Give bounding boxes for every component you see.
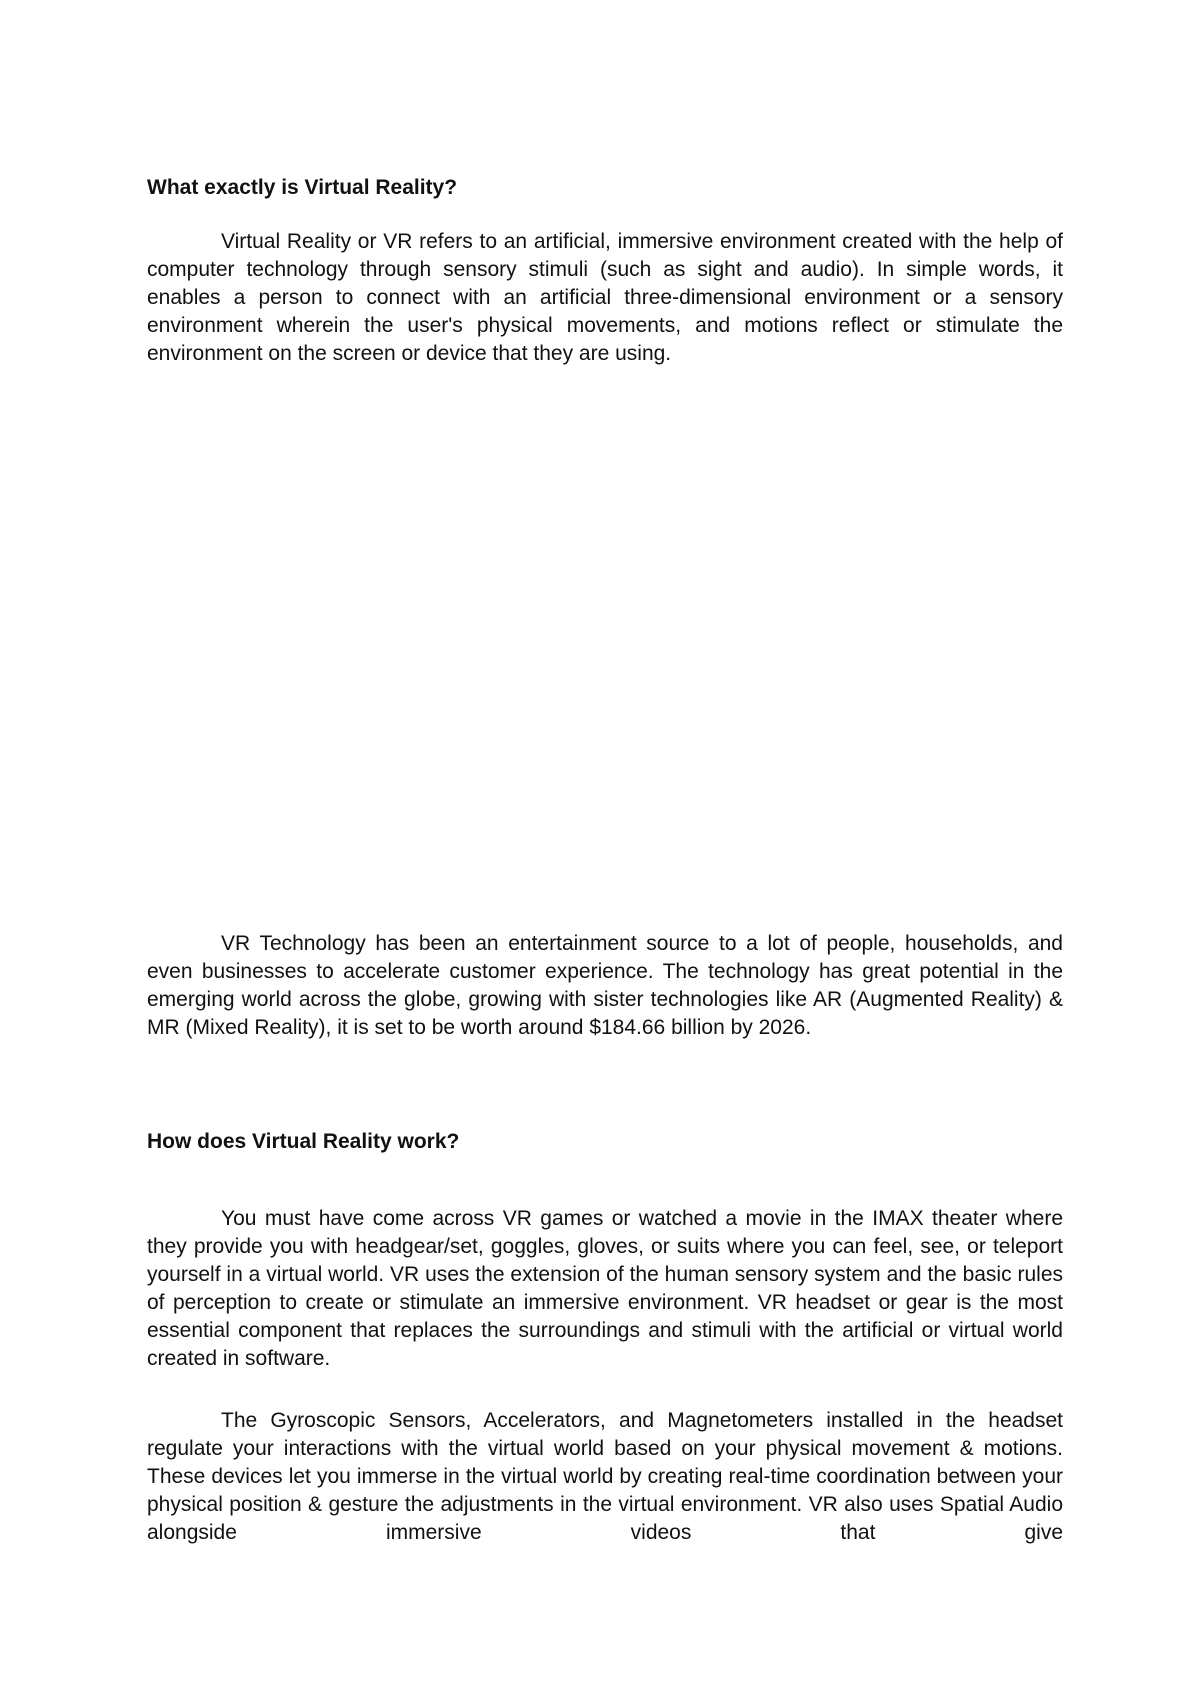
paragraph-vr-definition: Virtual Reality or VR refers to an artificial, immersive environment created with the help of computer technology through sensory stimuli (such as sight and audio). In simple words, it enables a person to connect with an artificial three-dimensional environment or a sensory environment wherein the user's physical movements, and motions reflect or stimulate the environment on the screen or device that they are using.: [147, 230, 1063, 365]
paragraph-vr-sensors: The Gyroscopic Sensors, Accelerators, and Magnetometers installed in the headset regulate your interactions with the virtual world based on your physical movement & motions. These devices let you immerse in the virtual world by creating real-time coordination between your physical position & gesture the adjustments in the virtual environment. VR also uses Spatial Audio alongside immersive videos that give: [147, 1409, 1063, 1544]
paragraph-vr-technology: VR Technology has been an entertainment source to a lot of people, households, and even businesses to accelerate customer experience. The technology has great potential in the emerging world across the globe, growing with sister technologies like AR (Augmented Reality) & MR (Mixed Reality), it is set to be worth around $184.66 billion by 2026.: [147, 932, 1063, 1039]
paragraph-vr-how-it-works: You must have come across VR games or watched a movie in the IMAX theater where they provide you with headgear/set, goggles, gloves, or suits where you can feel, see, or teleport yourself in a virtual world. VR uses the extension of the human sensory system and the basic rules of perception to create or stimulate an immersive environment. VR headset or gear is the most essential component that replaces the surroundings and stimuli with the artificial or virtual world created in software.: [147, 1207, 1063, 1370]
section-heading-what-is-vr: What exactly is Virtual Reality?: [147, 176, 458, 199]
section-heading-how-vr-works: How does Virtual Reality work?: [147, 1130, 460, 1153]
